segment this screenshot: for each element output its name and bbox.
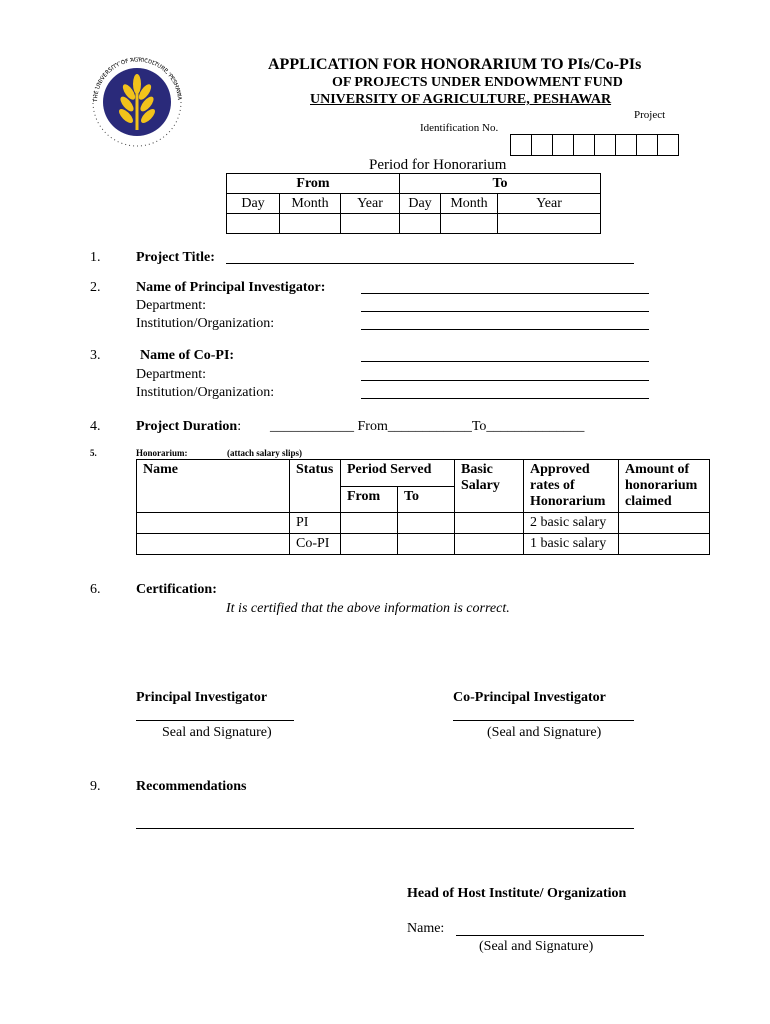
period-from-header: From	[227, 174, 400, 194]
status-cell: PI	[290, 513, 341, 534]
project-duration-label: Project Duration	[136, 419, 238, 434]
certification-label: Certification:	[136, 582, 217, 597]
head-title: Head of Host Institute/ Organization	[407, 886, 627, 901]
to-month-cell[interactable]	[441, 214, 498, 234]
project-duration-field[interactable]: ____________ From____________To______________	[270, 419, 585, 434]
head-name-field[interactable]	[456, 935, 644, 936]
amount-cell[interactable]	[619, 513, 710, 534]
pi-signature-title: Principal Investigator	[136, 690, 268, 705]
pi-institution-label: Institution/Organization:	[136, 316, 275, 331]
copi-institution-label: Institution/Organization:	[136, 385, 275, 400]
from-year-header: Year	[341, 194, 400, 214]
pi-department-field[interactable]	[361, 311, 649, 312]
copi-name-label: Name of Co-PI:	[140, 348, 235, 363]
identification-label: Identification No.	[420, 122, 499, 134]
amount-cell[interactable]	[619, 534, 710, 555]
table-row	[137, 513, 710, 534]
form-title: APPLICATION FOR HONORARIUM TO PIs/Co-PIs	[268, 56, 642, 73]
project-label: Project	[634, 109, 666, 121]
pi-department-label: Department:	[136, 298, 206, 313]
pi-name-cell[interactable]	[137, 513, 290, 534]
form-subtitle: OF PROJECTS UNDER ENDOWMENT FUND	[332, 75, 623, 90]
item-number: 1.	[90, 250, 101, 265]
period-caption: Period for Honorarium	[369, 157, 507, 173]
from-day-cell[interactable]	[227, 214, 280, 234]
item-number: 9.	[90, 779, 101, 794]
pi-name-label: Name of Principal Investigator:	[136, 280, 326, 295]
name-header: Name	[137, 460, 290, 513]
salary-cell[interactable]	[455, 534, 524, 555]
period-served-header: Period Served	[341, 460, 455, 487]
attach-salary-note: (attach salary slips)	[227, 448, 302, 458]
item-number: 2.	[90, 280, 101, 295]
basic-salary-header: Basic Salary	[455, 460, 524, 513]
from-year-cell[interactable]	[341, 214, 400, 234]
item-number: 3.	[90, 348, 101, 363]
copi-signature-title: Co-Principal Investigator	[453, 690, 606, 705]
pi-seal-label: Seal and Signature)	[162, 725, 272, 740]
rate-cell: 2 basic salary	[524, 513, 619, 534]
copi-seal-label: (Seal and Signature)	[487, 725, 602, 740]
pi-name-field[interactable]	[361, 293, 649, 294]
to-year-cell[interactable]	[498, 214, 601, 234]
university-logo	[85, 40, 190, 160]
rate-cell: 1 basic salary	[524, 534, 619, 555]
recommendations-field[interactable]	[136, 828, 634, 829]
pi-institution-field[interactable]	[361, 329, 649, 330]
head-seal-label: (Seal and Signature)	[479, 939, 594, 954]
table-row	[137, 534, 710, 555]
item-number: 6.	[90, 582, 101, 597]
honorarium-table	[136, 459, 710, 555]
identification-boxes[interactable]	[510, 134, 679, 156]
status-cell: Co-PI	[290, 534, 341, 555]
copi-signature-line[interactable]	[453, 720, 634, 721]
recommendations-label: Recommendations	[136, 779, 247, 794]
served-to-header: To	[398, 486, 455, 513]
project-title-field[interactable]	[226, 263, 634, 264]
to-month-header: Month	[441, 194, 498, 214]
to-year-header: Year	[498, 194, 601, 214]
to-cell[interactable]	[398, 513, 455, 534]
period-table	[226, 173, 601, 234]
served-from-header: From	[341, 486, 398, 513]
from-month-cell[interactable]	[280, 214, 341, 234]
from-cell[interactable]	[341, 534, 398, 555]
logo-ring-text: THE UNIVERSITY OF AGRICULTURE, PESHAWA	[92, 57, 182, 103]
copi-department-field[interactable]	[361, 380, 649, 381]
item-number: 5.	[90, 448, 97, 458]
pi-signature-line[interactable]	[136, 720, 294, 721]
amount-claimed-header: Amount of honorarium claimed	[619, 460, 710, 513]
project-duration-colon: :	[237, 419, 242, 434]
to-cell[interactable]	[398, 534, 455, 555]
to-day-cell[interactable]	[400, 214, 441, 234]
item-number: 4.	[90, 419, 101, 434]
copi-name-cell[interactable]	[137, 534, 290, 555]
project-title-label: Project Title:	[136, 250, 215, 265]
from-month-header: Month	[280, 194, 341, 214]
to-day-header: Day	[400, 194, 441, 214]
salary-cell[interactable]	[455, 513, 524, 534]
from-day-header: Day	[227, 194, 280, 214]
approved-rates-header: Approved rates of Honorarium	[524, 460, 619, 513]
head-name-label: Name:	[407, 921, 445, 936]
period-to-header: To	[400, 174, 601, 194]
copi-department-label: Department:	[136, 367, 206, 382]
certification-text: It is certified that the above information is correct.	[226, 601, 510, 616]
status-header: Status	[290, 460, 341, 513]
from-cell[interactable]	[341, 513, 398, 534]
copi-name-field[interactable]	[361, 361, 649, 362]
university-name: UNIVERSITY OF AGRICULTURE, PESHAWAR	[310, 92, 612, 107]
honorarium-label: Honorarium:	[136, 448, 188, 458]
copi-institution-field[interactable]	[361, 398, 649, 399]
